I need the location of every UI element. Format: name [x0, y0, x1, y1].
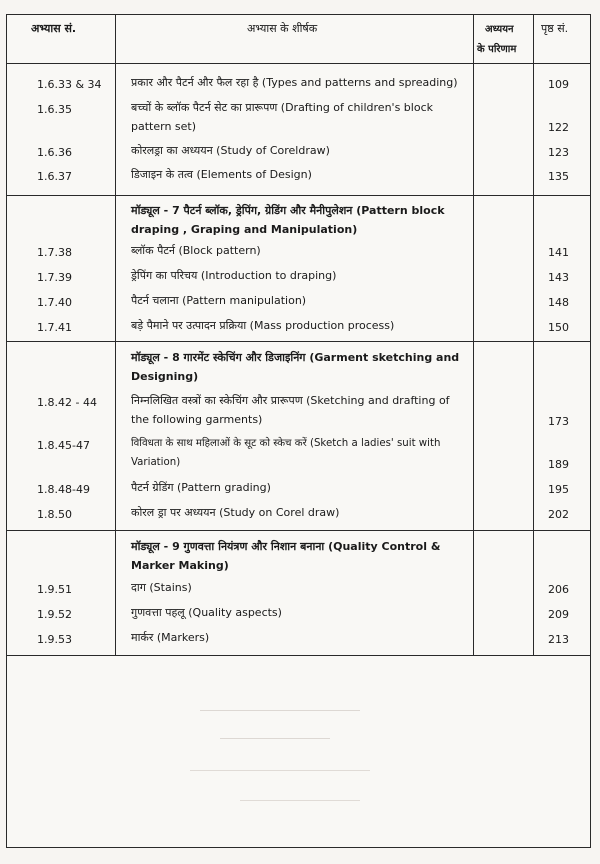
- row-page: 195: [548, 483, 569, 496]
- row-title: कोरल ड्रा पर अध्ययन (Study on Corel draw): [131, 506, 340, 519]
- row-page: 141: [548, 246, 569, 259]
- row-number: 1.9.53: [37, 633, 72, 646]
- row-title: निम्नलिखित वस्त्रों का स्केचिंग और प्रारूपण (Sketching and drafting of the following garments): [131, 394, 450, 426]
- column-divider: [533, 15, 534, 655]
- row-number: 1.8.48-49: [37, 483, 90, 496]
- row-page: 148: [548, 296, 569, 309]
- row-page: 202: [548, 508, 569, 521]
- row-page: 109: [548, 78, 569, 91]
- header-outcome-line2: के परिणाम: [477, 44, 517, 55]
- row-page: 213: [548, 633, 569, 646]
- row-title: डिजाइन के तत्व (Elements of Design): [131, 168, 312, 181]
- row-title: विविधता के साथ महिलाओं के सूट को स्केच करें (Sketch a ladies' suit with Variation): [131, 438, 441, 468]
- header-title: अभ्यास के शीर्षक: [247, 22, 318, 35]
- header-page: पृष्ठ सं.: [541, 22, 569, 35]
- row-number: 1.6.37: [37, 170, 72, 183]
- section-divider: [7, 341, 590, 342]
- row-page: 143: [548, 271, 569, 284]
- row-title: बड़े पैमाने पर उत्पादन प्रक्रिया (Mass production process): [131, 319, 395, 332]
- module-title: मॉड्यूल - 9 गुणवत्ता नियंत्रण और निशान बनाना (Quality Control & Marker Making): [131, 540, 441, 572]
- row-number: 1.7.38: [37, 246, 72, 259]
- section-divider: [7, 530, 590, 531]
- row-number: 1.8.50: [37, 508, 72, 521]
- row-page: 173: [548, 415, 569, 428]
- row-number: 1.7.41: [37, 321, 72, 334]
- module-title: मॉड्यूल - 7 पैटर्न ब्लॉक, ड्रेपिंग, ग्रेडिंग और मैनीपुलेशन (Pattern block draping , Graping and Manipulation): [131, 204, 445, 236]
- row-number: 1.6.35: [37, 103, 72, 116]
- row-title: पैटर्न ग्रेडिंग (Pattern grading): [131, 481, 271, 494]
- row-title: बच्चों के ब्लॉक पैटर्न सेट का प्रारूपण (Drafting of children's block pattern set): [131, 101, 433, 133]
- row-number: 1.6.36: [37, 146, 72, 159]
- row-title: दाग (Stains): [131, 581, 192, 594]
- header-number: अभ्यास सं.: [31, 22, 77, 35]
- column-divider: [473, 15, 474, 655]
- row-title: कोरलड्रा का अध्ययन (Study of Coreldraw): [131, 144, 330, 157]
- row-title: मार्कर (Markers): [131, 631, 210, 644]
- row-number: 1.7.40: [37, 296, 72, 309]
- row-number: 1.8.42 - 44: [37, 396, 97, 409]
- table-bottom-line: [7, 655, 590, 656]
- row-number: 1.6.33 & 34: [37, 78, 102, 91]
- column-divider: [115, 15, 116, 655]
- header-divider: [7, 63, 590, 64]
- contents-table: [6, 14, 591, 848]
- section-divider: [7, 195, 590, 196]
- header-outcome-line1: अध्ययन: [485, 24, 514, 35]
- row-page: 150: [548, 321, 569, 334]
- module-title: मॉड्यूल - 8 गारमेंट स्केचिंग और डिजाइनिंग (Garment sketching and Designing): [131, 351, 460, 383]
- row-page: 123: [548, 146, 569, 159]
- row-title: प्रकार और पैटर्न और फैल रहा है (Types and patterns and spreading): [131, 76, 458, 89]
- row-title: पैटर्न चलाना (Pattern manipulation): [131, 294, 307, 307]
- row-number: 1.9.51: [37, 583, 72, 596]
- row-page: 135: [548, 170, 569, 183]
- row-page: 206: [548, 583, 569, 596]
- row-page: 209: [548, 608, 569, 621]
- row-title: गुणवत्ता पहलू (Quality aspects): [131, 606, 282, 619]
- row-title: ब्लॉक पैटर्न (Block pattern): [131, 244, 261, 257]
- row-title: ड्रेपिंग का परिचय (Introduction to draping): [131, 269, 337, 282]
- row-number: 1.9.52: [37, 608, 72, 621]
- row-page: 122: [548, 121, 569, 134]
- row-page: 189: [548, 458, 569, 471]
- row-number: 1.7.39: [37, 271, 72, 284]
- row-number: 1.8.45-47: [37, 439, 90, 452]
